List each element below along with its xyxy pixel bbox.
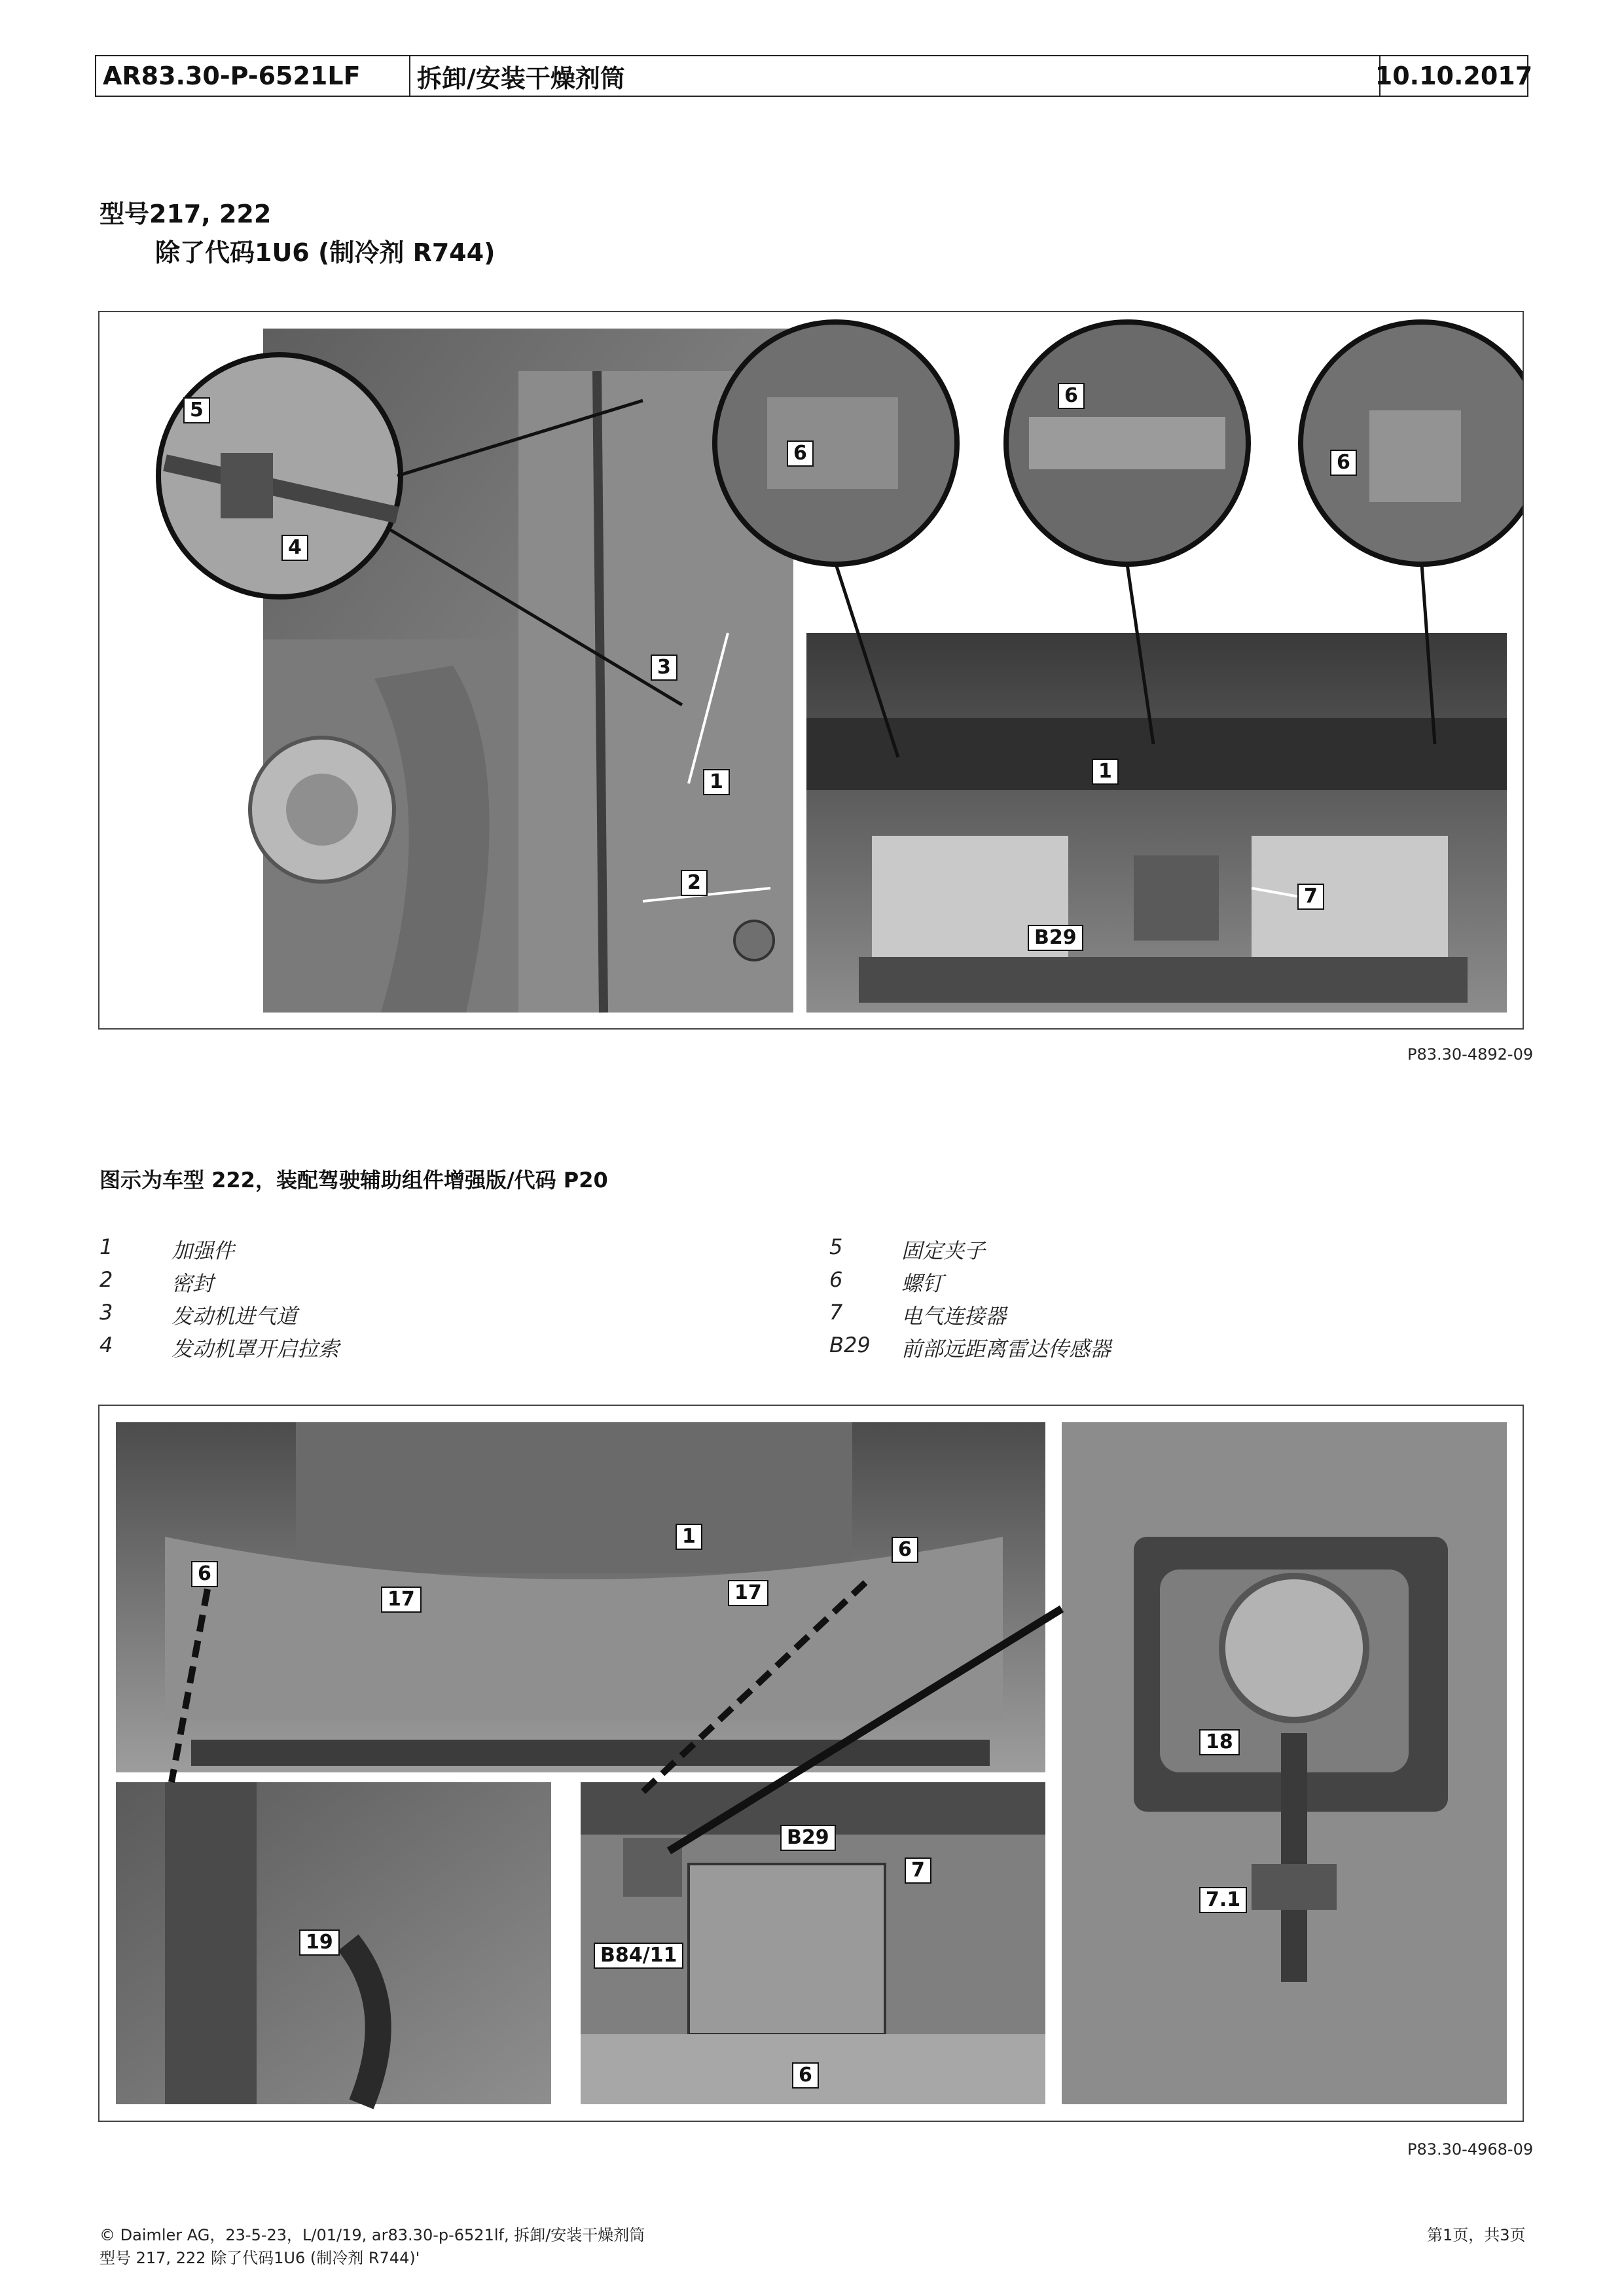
model-exception: 除了代码1U6 (制冷剂 R744)	[155, 238, 496, 267]
fig2-label-18: 18	[1199, 1729, 1240, 1755]
fig1-label-5: 5	[183, 397, 210, 423]
fig1-label-B29: B29	[1028, 925, 1083, 951]
doc-title: 拆卸/安装干燥剂筒	[410, 56, 1380, 96]
doc-id: AR83.30-P-6521LF	[96, 56, 410, 96]
fig1-label-6a: 6	[787, 440, 814, 467]
fig2-label-7: 7	[905, 1857, 931, 1884]
fig1-label-6c: 6	[1330, 450, 1357, 476]
figure-1	[98, 311, 1524, 1030]
fig1-label-4: 4	[281, 535, 308, 561]
figure-2-ref: P83.30-4968-09	[1407, 2140, 1534, 2159]
fig1-label-7: 7	[1297, 884, 1324, 910]
fig1-label-1b: 1	[1092, 759, 1119, 785]
figure-2	[98, 1405, 1524, 2122]
footer-line-2: 型号 217, 222 除了代码1U6 (制冷剂 R744)'	[99, 2249, 420, 2267]
fig1-label-1a: 1	[703, 769, 730, 795]
figure-2-illustration	[99, 1406, 1523, 2121]
fig2-label-6b: 6	[892, 1537, 918, 1563]
figure-1-illustration	[99, 312, 1523, 1028]
fig2-label-19: 19	[299, 1929, 340, 1956]
figure-caption: 图示为车型 222，装配驾驶辅助组件增强版/代码 P20	[99, 1168, 608, 1193]
fig2-label-6a: 6	[191, 1561, 218, 1587]
fig2-label-17a: 17	[381, 1587, 422, 1613]
fig2-label-7-1: 7.1	[1199, 1887, 1247, 1913]
fig2-label-1: 1	[676, 1524, 702, 1550]
doc-date: 10.10.2017	[1375, 62, 1533, 90]
fig2-label-B84-11: B84/11	[594, 1943, 683, 1969]
legend: 1 加强件 2 密封 3 发动机进气道 4 发动机罩开启拉索 5 固定夹子 6 螺钉 7 电气连接器 B29 前部远距离雷达传感器	[99, 1234, 1111, 1361]
fig2-label-6c: 6	[792, 2062, 819, 2089]
footer-line-1: © Daimler AG，23-5-23，L/01/19, ar83.30-p-6521lf, 拆卸/安装干燥剂筒	[99, 2226, 645, 2244]
fig2-label-17b: 17	[728, 1580, 768, 1606]
footer-page: 第1页，共3页	[1427, 2226, 1526, 2244]
model-line: 型号217, 222	[99, 200, 272, 228]
fig1-label-3: 3	[651, 655, 677, 681]
document-header	[95, 55, 1533, 97]
figure-1-ref: P83.30-4892-09	[1407, 1045, 1534, 1064]
fig1-label-2: 2	[681, 870, 708, 896]
fig2-label-B29: B29	[780, 1825, 836, 1851]
fig1-label-6b: 6	[1058, 383, 1085, 409]
